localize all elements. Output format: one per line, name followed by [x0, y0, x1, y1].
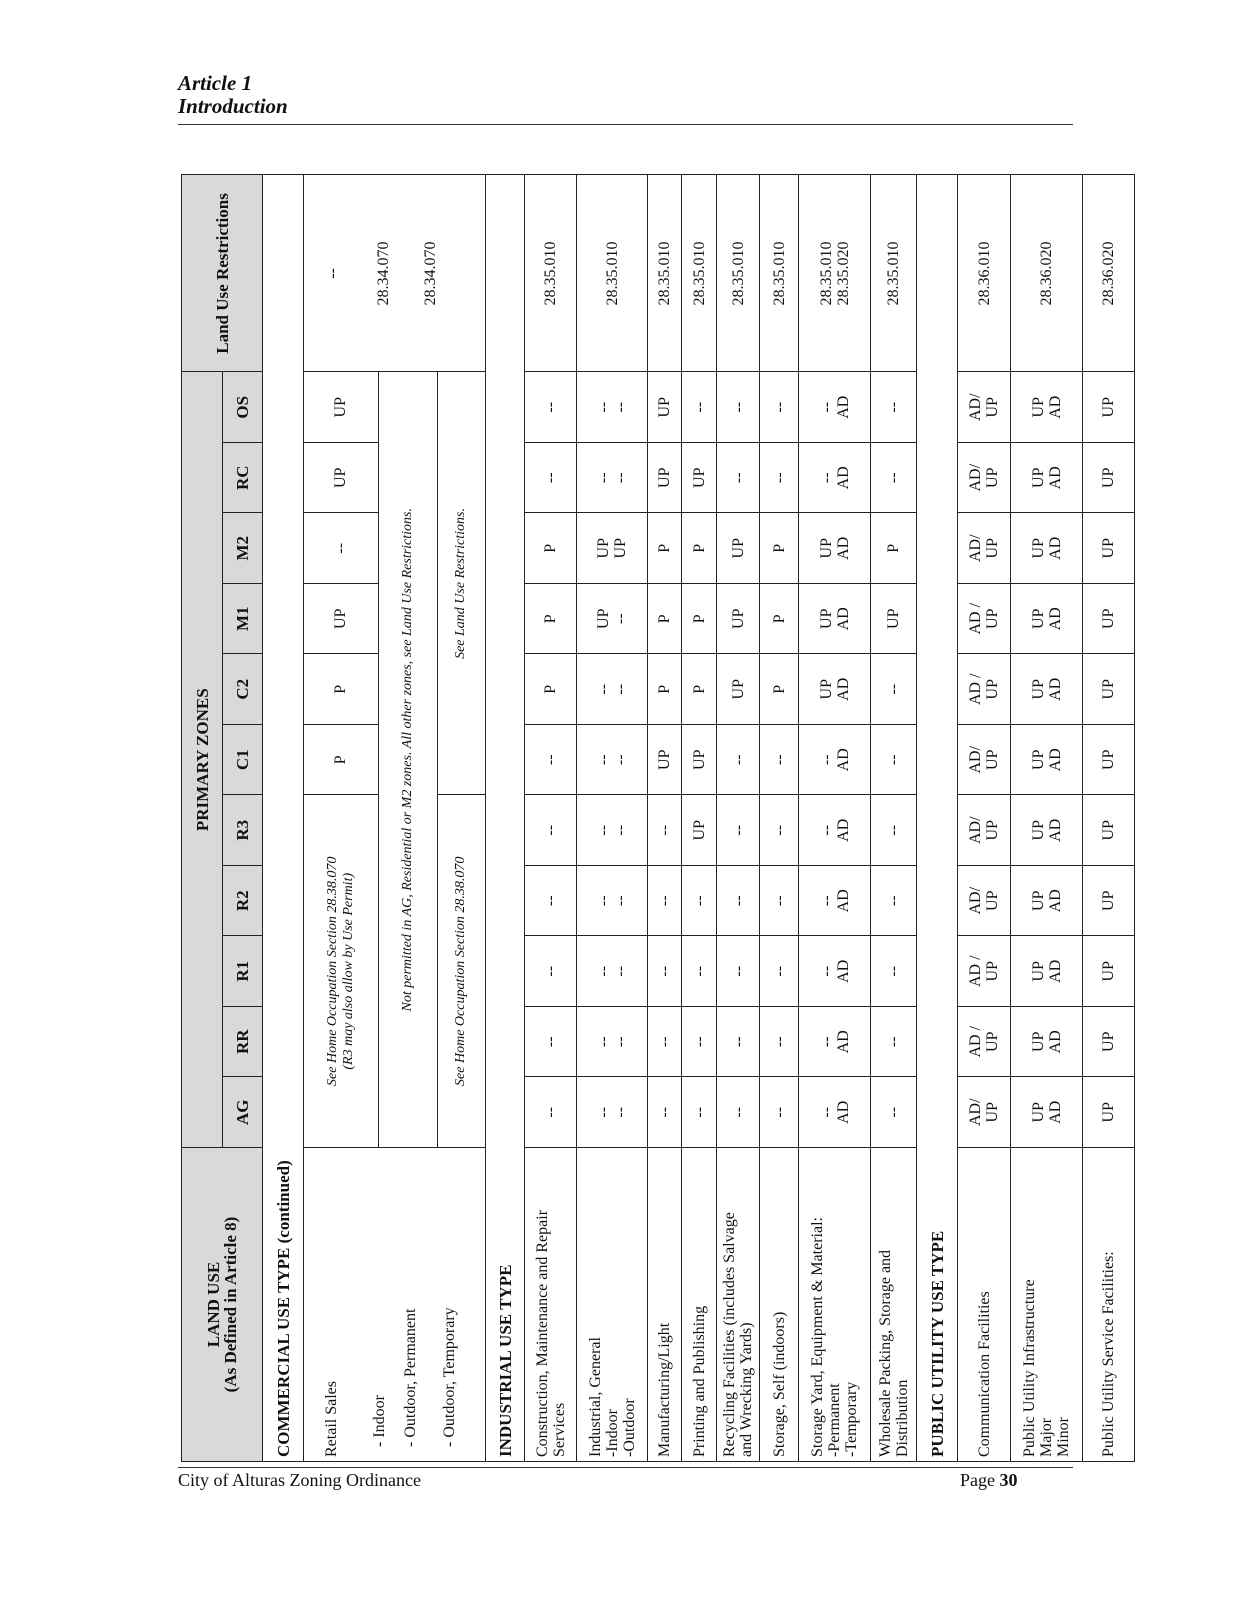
zone-value-rr: -- [717, 1007, 760, 1078]
zone-value-m1: UP [871, 584, 917, 655]
primary-zones-header: PRIMARY ZONES [182, 372, 223, 1148]
zone-value-ag: -- [717, 1077, 760, 1148]
zone-value-r3: UP [682, 795, 717, 866]
zone-value-rr: -- -- [577, 1007, 648, 1078]
land-use-table-rotated [181, 175, 1115, 1462]
land-use-header: LAND USE (As Defined in Article 8) [182, 1148, 263, 1462]
retail-temporary-home-note: See Home Occupation Section 28.38.070 [437, 795, 485, 1148]
zone-value-os: AD/ UP [958, 372, 1011, 443]
retail-restrictions [304, 175, 486, 372]
restriction-value: 28.36.020 [1011, 175, 1083, 372]
section-public-utility: PUBLIC UTILITY USE TYPE [917, 175, 958, 1462]
zone-value-r2: -- [717, 866, 760, 937]
zone-value-r3: UP AD [1011, 795, 1083, 866]
zone-value-rr: AD / UP [958, 1007, 1011, 1078]
table-row [717, 175, 760, 1462]
zone-value-c2: AD / UP [958, 654, 1011, 725]
retail-permanent-label: - Outdoor, Permanent [402, 1308, 419, 1447]
restriction-value: 28.35.010 [717, 175, 760, 372]
zone-value-rr: UP AD [1011, 1007, 1083, 1078]
running-header [178, 72, 288, 118]
footer-divider [178, 1467, 1073, 1468]
zone-value-rc: -- AD [799, 443, 871, 514]
zone-value-c1: -- [717, 725, 760, 796]
zone-header-rc: RC [223, 443, 263, 514]
zone-value-os: UP AD [1011, 372, 1083, 443]
zone-value-os: -- [871, 372, 917, 443]
zone-value-m1: UP -- [577, 584, 648, 655]
zone-value-ag: -- [871, 1077, 917, 1148]
zone-value-r3: -- [871, 795, 917, 866]
zone-value-r3: -- AD [799, 795, 871, 866]
zone-header-c1: C1 [223, 725, 263, 796]
zone-value-r1: UP AD [1011, 936, 1083, 1007]
page-label: Page [960, 1470, 995, 1490]
land-use-label: Recycling Facilities (includes Salvage and Wrecking Yards) [717, 1148, 760, 1462]
article-label: Article 1 [178, 71, 253, 95]
restrictions-header: Land Use Restrictions [182, 175, 263, 372]
restriction-value: 28.35.010 [871, 175, 917, 372]
zone-value-r2: UP AD [1011, 866, 1083, 937]
land-use-label: Construction, Maintenance and Repair Services [525, 1148, 577, 1462]
zone-value-r2: -- [760, 866, 799, 937]
land-use-label: Public Utility Service Facilities: [1083, 1148, 1135, 1462]
zone-value-rr: -- [871, 1007, 917, 1078]
zone-value-c2: UP AD [1011, 654, 1083, 725]
zone-value-c1: UP [682, 725, 717, 796]
zone-value-m2: UP [717, 513, 760, 584]
zone-value-r1: -- -- [577, 936, 648, 1007]
zone-value-m1: P [648, 584, 682, 655]
zone-value-ag: -- -- [577, 1077, 648, 1148]
retail-indoor-home-note: See Home Occupation Section 28.38.070 (R3 may also allow by Use Permit) [304, 795, 379, 1148]
zone-value-rc: UP [1083, 443, 1135, 514]
zone-value-m1: P [682, 584, 717, 655]
restriction-value: 28.35.010 [648, 175, 682, 372]
zone-value-m1: P [760, 584, 799, 655]
retail-indoor-label: - Indoor [371, 1395, 388, 1447]
retail-indoor-c2: P [304, 654, 379, 725]
zone-value-c2: UP AD [799, 654, 871, 725]
retail-restriction-2: 28.34.070 [422, 241, 439, 306]
retail-temporary-label: - Outdoor, Temporary [441, 1307, 458, 1447]
zone-value-os: -- AD [799, 372, 871, 443]
zone-value-rc: UP [648, 443, 682, 514]
footer-page [960, 1470, 1018, 1491]
zone-value-os: -- [717, 372, 760, 443]
zone-value-m2: UP AD [799, 513, 871, 584]
zone-value-os: UP [1083, 372, 1135, 443]
zone-value-rc: UP AD [1011, 443, 1083, 514]
zone-value-m1: P [525, 584, 577, 655]
zone-value-r3: -- [760, 795, 799, 866]
section-industrial: INDUSTRIAL USE TYPE [486, 175, 525, 1462]
zone-value-os: -- [760, 372, 799, 443]
section-label: Introduction [178, 94, 288, 118]
table-row [799, 175, 871, 1462]
zone-value-r1: -- [871, 936, 917, 1007]
restriction-value: 28.35.010 [760, 175, 799, 372]
zone-value-ag: -- AD [799, 1077, 871, 1148]
restriction-value: 28.35.010 [525, 175, 577, 372]
zone-value-c1: UP AD [1011, 725, 1083, 796]
zone-value-ag: -- [760, 1077, 799, 1148]
zone-value-rc: -- [760, 443, 799, 514]
zone-value-r1: -- [717, 936, 760, 1007]
zone-value-m1: UP AD [799, 584, 871, 655]
retail-indoor-m1: UP [304, 584, 379, 655]
zone-value-c1: -- [760, 725, 799, 796]
zone-value-r1: -- [760, 936, 799, 1007]
table-row [577, 175, 648, 1462]
zone-value-r1: -- [682, 936, 717, 1007]
zone-value-r1: AD / UP [958, 936, 1011, 1007]
zone-value-r2: AD/ UP [958, 866, 1011, 937]
land-use-label: Industrial, General -Indoor -Outdoor [577, 1148, 648, 1462]
zone-value-m2: P [682, 513, 717, 584]
zone-value-rr: -- AD [799, 1007, 871, 1078]
zone-value-os: UP [648, 372, 682, 443]
zone-value-c1: -- [871, 725, 917, 796]
zone-value-r2: -- [682, 866, 717, 937]
zone-value-c2: UP [717, 654, 760, 725]
restriction-value: 28.35.010 [577, 175, 648, 372]
zone-value-rc: -- [871, 443, 917, 514]
zone-value-c2: P [682, 654, 717, 725]
zone-value-rr: -- [648, 1007, 682, 1078]
land-use-label: Storage Yard, Equipment & Material: -Permanent -Temporary [799, 1148, 871, 1462]
retail-permanent-note: Not permitted in AG, Residential or M2 zones. All other zones, see Land Use Restrictions. [378, 372, 437, 1148]
retail-restriction-1: 28.34.070 [375, 241, 392, 306]
table-row [1011, 175, 1083, 1462]
zone-value-ag: UP [1083, 1077, 1135, 1148]
zone-value-r2: -- [525, 866, 577, 937]
zone-value-ag: -- [525, 1077, 577, 1148]
zone-value-m1: AD / UP [958, 584, 1011, 655]
table-row [682, 175, 717, 1462]
zone-value-c2: P [648, 654, 682, 725]
zone-value-m2: P [525, 513, 577, 584]
zone-value-m1: UP [717, 584, 760, 655]
zone-value-m2: UP UP [577, 513, 648, 584]
zone-value-r2: -- -- [577, 866, 648, 937]
zone-header-m2: M2 [223, 513, 263, 584]
zone-header-c2: C2 [223, 654, 263, 725]
zone-value-m1: UP AD [1011, 584, 1083, 655]
zone-value-ag: -- [648, 1077, 682, 1148]
zone-value-rr: UP [1083, 1007, 1135, 1078]
retail-restriction-0: -- [324, 268, 341, 279]
zone-header-r2: R2 [223, 866, 263, 937]
retail-restrictions-stack [306, 179, 483, 367]
retail-title: Retail Sales [323, 1381, 340, 1457]
zone-value-r3: -- [717, 795, 760, 866]
land-use-label: Public Utility Infrastructure Major Minor [1011, 1148, 1083, 1462]
zone-value-rc: -- [525, 443, 577, 514]
table-row [958, 175, 1011, 1462]
zone-value-rc: UP [682, 443, 717, 514]
zone-value-c1: UP [648, 725, 682, 796]
retail-temporary-note: See Land Use Restrictions. [437, 372, 485, 795]
zone-value-c2: UP [1083, 654, 1135, 725]
zone-value-r2: -- [648, 866, 682, 937]
retail-sales-label [304, 1148, 486, 1462]
zone-value-r1: UP [1083, 936, 1135, 1007]
zone-value-r3: -- [648, 795, 682, 866]
zone-header-r3: R3 [223, 795, 263, 866]
page-number: 30 [999, 1470, 1018, 1490]
zone-value-r1: -- [648, 936, 682, 1007]
zone-header-m1: M1 [223, 584, 263, 655]
zone-value-ag: UP AD [1011, 1077, 1083, 1148]
zone-value-rr: -- [525, 1007, 577, 1078]
zone-value-r2: UP [1083, 866, 1135, 937]
land-use-label: Manufacturing/Light [648, 1148, 682, 1462]
zone-value-c1: UP [1083, 725, 1135, 796]
land-use-table [181, 174, 1135, 1462]
restriction-value: 28.36.010 [958, 175, 1011, 372]
zone-value-c1: -- [525, 725, 577, 796]
zone-value-r3: -- [525, 795, 577, 866]
zone-value-ag: -- [682, 1077, 717, 1148]
zone-value-c1: -- AD [799, 725, 871, 796]
zone-value-c2: -- -- [577, 654, 648, 725]
zone-value-m2: P [871, 513, 917, 584]
zone-value-m2: UP [1083, 513, 1135, 584]
land-use-label: Wholesale Packing, Storage and Distribution [871, 1148, 917, 1462]
table-row [648, 175, 682, 1462]
zone-value-r1: -- [525, 936, 577, 1007]
retail-indoor-os: UP [304, 372, 379, 443]
zone-value-r3: AD/ UP [958, 795, 1011, 866]
retail-indoor-c1: P [304, 725, 379, 796]
zone-header-os: OS [223, 372, 263, 443]
zone-header-rr: RR [223, 1007, 263, 1078]
retail-indoor-m2: -- [304, 513, 379, 584]
zone-value-os: -- [525, 372, 577, 443]
zone-value-rr: -- [760, 1007, 799, 1078]
zone-value-os: -- [682, 372, 717, 443]
zone-value-os: -- -- [577, 372, 648, 443]
zone-value-c1: -- -- [577, 725, 648, 796]
footer-ordinance: City of Alturas Zoning Ordinance [178, 1470, 421, 1490]
zone-value-m2: P [648, 513, 682, 584]
retail-indoor-rc: UP [304, 443, 379, 514]
zone-value-r2: -- AD [799, 866, 871, 937]
zone-value-r3: UP [1083, 795, 1135, 866]
table-row [1083, 175, 1135, 1462]
zone-value-rr: -- [682, 1007, 717, 1078]
land-use-label: Communication Facilities [958, 1148, 1011, 1462]
zone-value-m2: P [760, 513, 799, 584]
zone-value-r1: -- AD [799, 936, 871, 1007]
restriction-value: 28.35.010 [682, 175, 717, 372]
zone-value-c2: P [525, 654, 577, 725]
zone-value-c1: AD/ UP [958, 725, 1011, 796]
restriction-value: 28.36.020 [1083, 175, 1135, 372]
zone-header-r1: R1 [223, 936, 263, 1007]
land-use-label: Storage, Self (indoors) [760, 1148, 799, 1462]
zone-value-m2: AD/ UP [958, 513, 1011, 584]
table-row [525, 175, 577, 1462]
zone-value-c2: P [760, 654, 799, 725]
zone-header-ag: AG [223, 1077, 263, 1148]
header-divider [178, 124, 1073, 125]
land-use-label: Printing and Publishing [682, 1148, 717, 1462]
zone-value-m1: UP [1083, 584, 1135, 655]
zone-value-rc: -- -- [577, 443, 648, 514]
zone-value-r3: -- -- [577, 795, 648, 866]
restriction-value: 28.35.010 28.35.020 [799, 175, 871, 372]
zone-value-rc: AD/ UP [958, 443, 1011, 514]
zone-value-ag: AD/ UP [958, 1077, 1011, 1148]
section-commercial: COMMERCIAL USE TYPE (continued) [263, 175, 304, 1462]
zone-value-r2: -- [871, 866, 917, 937]
table-row [871, 175, 917, 1462]
zone-value-m2: UP AD [1011, 513, 1083, 584]
zone-value-c2: -- [871, 654, 917, 725]
zone-value-rc: -- [717, 443, 760, 514]
table-row [760, 175, 799, 1462]
